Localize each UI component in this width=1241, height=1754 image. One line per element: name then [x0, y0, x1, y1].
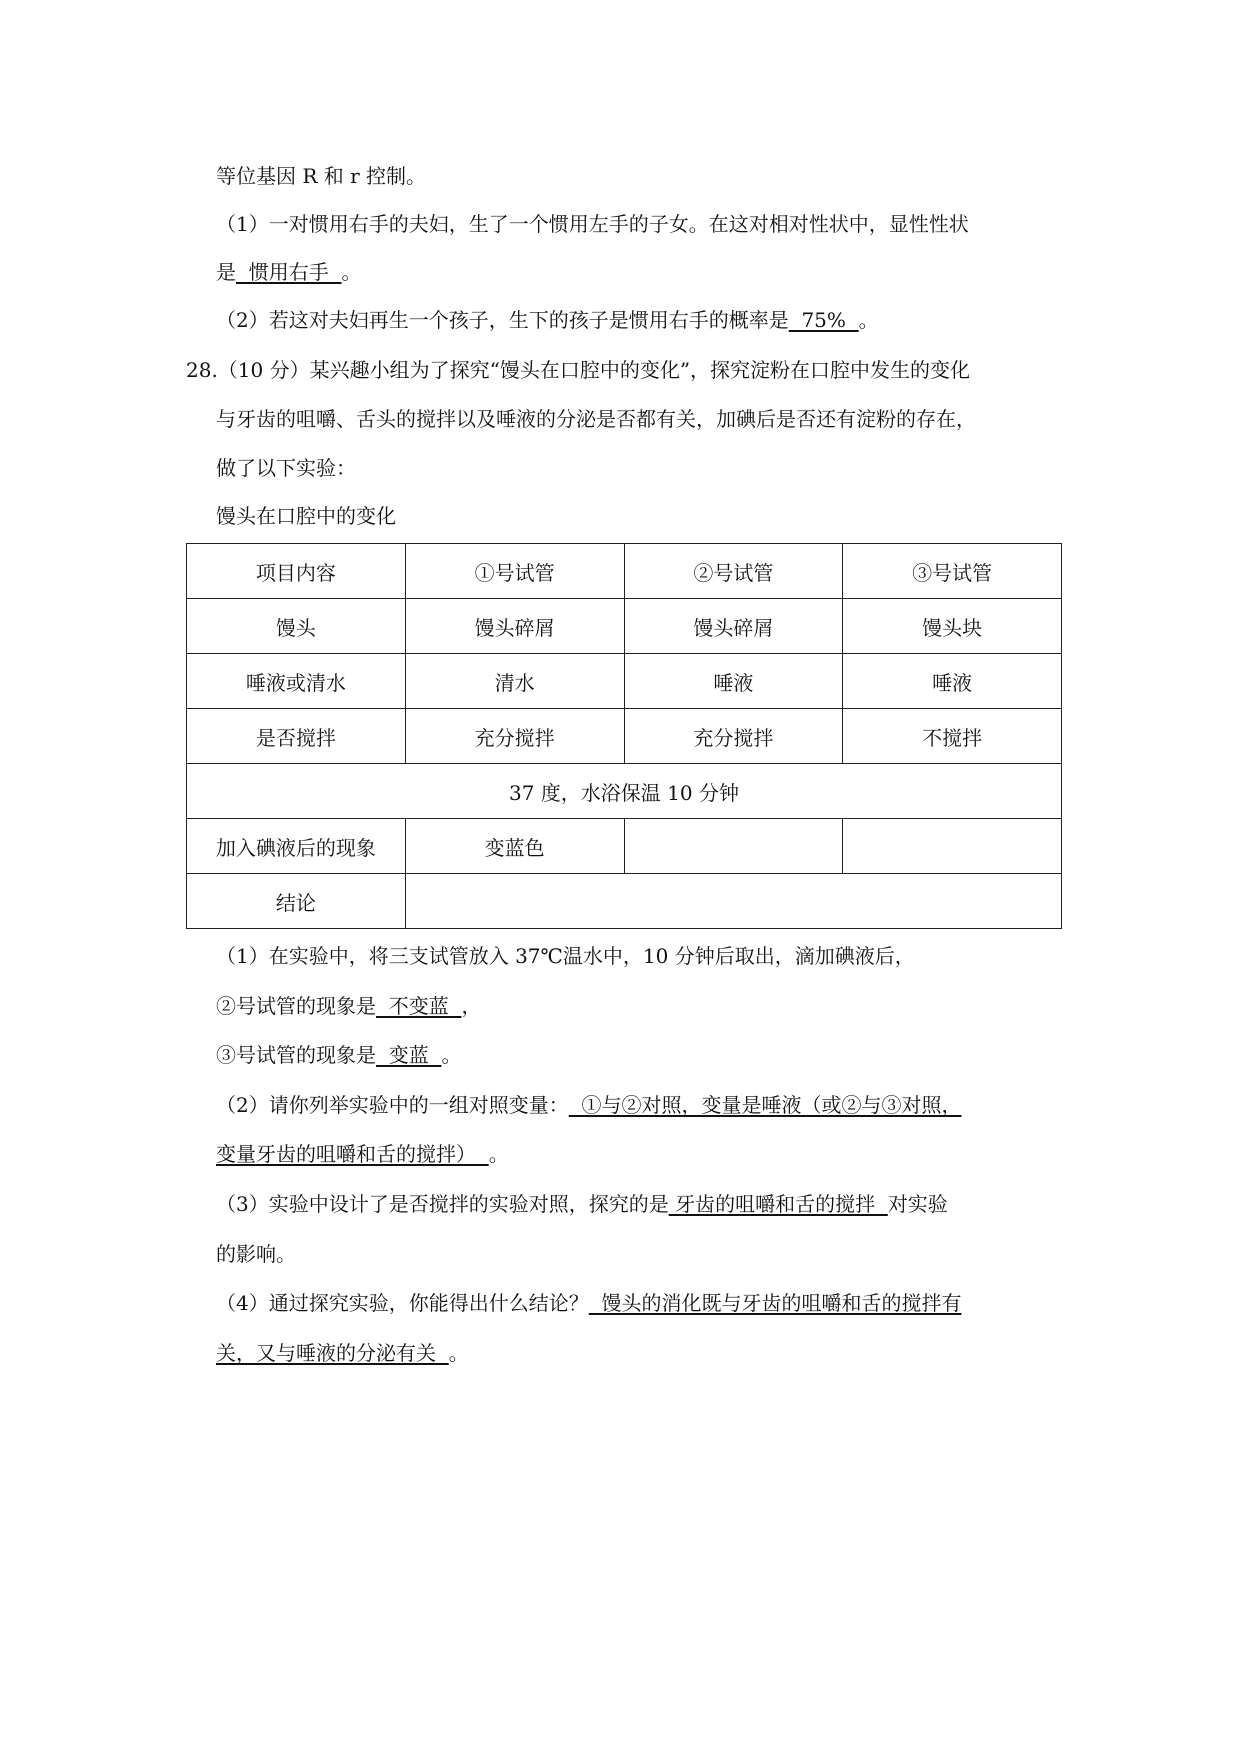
- table-title: [216, 502, 396, 530]
- table-cell: 37 度，水浴保温 10 分钟: [187, 764, 1062, 819]
- q28-sub1-text: （1）在实验中，将三支试管放入 37℃温水中，10 分钟后取出，滴加碘液后，: [216, 944, 915, 968]
- q28-stem-text1: 28.（10 分）某兴趣小组为了探究“馒头在口腔中的变化”，探究淀粉在口腔中发生的变化: [186, 358, 971, 382]
- q28-sub1b-line: [216, 1041, 461, 1069]
- table-cell: 项目内容: [187, 544, 406, 599]
- q27-sub1-line: [216, 210, 969, 238]
- q28-stem-text2: 与牙齿的咀嚼、舌头的搅拌以及唾液的分泌是否都有关，加碘后是否还有淀粉的存在，: [216, 407, 976, 431]
- table-cell: 加入碘液后的现象: [187, 819, 406, 874]
- q28-stem-line2: [216, 405, 976, 433]
- q27-intro-text: 等位基因 R 和 r 控制。: [216, 164, 427, 188]
- q28-sub3-post: 对实验: [887, 1192, 948, 1216]
- table-cell: [405, 874, 1061, 929]
- q28-sub4-line2: [216, 1339, 469, 1367]
- q28-sub4-pre: （4）通过探究实验，你能得出什么结论？: [216, 1291, 589, 1315]
- table-cell: 唾液: [624, 654, 843, 709]
- q28-stem-line3: [216, 454, 356, 482]
- table-cell: ①号试管: [405, 544, 624, 599]
- q28-sub1a-post: ，: [461, 994, 482, 1018]
- q27-sub2-line: [216, 306, 879, 334]
- table-cell: 是否搅拌: [187, 709, 406, 764]
- q27-sub2-post: 。: [858, 308, 879, 332]
- q28-sub2-line1: [216, 1091, 961, 1119]
- q28-sub4-post: 。: [448, 1341, 469, 1365]
- q27-sub2-pre: （2）若这对夫妇再生一个孩子，生下的孩子是惯用右手的概率是: [216, 308, 789, 332]
- q28-stem-text3: 做了以下实验：: [216, 456, 356, 480]
- experiment-table: [186, 543, 1062, 929]
- q28-sub3-line2: [216, 1240, 296, 1268]
- q28-sub3-pre: （3）实验中设计了是否搅拌的实验对照，探究的是: [216, 1192, 669, 1216]
- q27-intro-line: [216, 162, 426, 190]
- table-row: [187, 709, 1062, 764]
- q28-sub2-pre: （2）请你列举实验中的一组对照变量：: [216, 1093, 569, 1117]
- q28-sub1a-pre: ②号试管的现象是: [216, 994, 376, 1018]
- q28-sub2-answer-part1: ①与②对照，变量是唾液（或②与③对照，: [568, 1093, 962, 1117]
- table-cell: 充分搅拌: [405, 709, 624, 764]
- table-merged-row: [187, 764, 1062, 819]
- q27-sub1-answer-line: [216, 258, 361, 286]
- table-header-row: [187, 544, 1062, 599]
- table-cell: 唾液: [843, 654, 1062, 709]
- table-cell: 馒头碎屑: [624, 599, 843, 654]
- table-cell: 馒头块: [843, 599, 1062, 654]
- table-cell: [624, 819, 843, 874]
- table-cell: 馒头: [187, 599, 406, 654]
- table-cell: 结论: [187, 874, 406, 929]
- q28-sub2-post: 。: [488, 1142, 509, 1166]
- table-row: [187, 599, 1062, 654]
- q28-sub1a-answer: 不变蓝: [376, 994, 462, 1018]
- q28-sub1b-post: 。: [441, 1043, 462, 1067]
- q28-sub1b-pre: ③号试管的现象是: [216, 1043, 376, 1067]
- table-title-text: 馒头在口腔中的变化: [216, 504, 396, 528]
- table-iodine-row: [187, 819, 1062, 874]
- q28-sub2-answer-part2: 变量牙齿的咀嚼和舌的搅拌）: [216, 1142, 489, 1166]
- table-row: [187, 654, 1062, 709]
- table-cell: 馒头碎屑: [405, 599, 624, 654]
- q28-sub3-line1: [216, 1190, 948, 1218]
- table-conclusion-row: [187, 874, 1062, 929]
- q28-stem-line1: [186, 356, 970, 384]
- table-cell: 不搅拌: [843, 709, 1062, 764]
- q28-sub1a-line: [216, 992, 481, 1020]
- table-cell: 唾液或清水: [187, 654, 406, 709]
- q27-sub1-post: 。: [341, 260, 362, 284]
- table-cell: ③号试管: [843, 544, 1062, 599]
- q28-sub4-line1: [216, 1289, 961, 1317]
- q27-sub2-answer: 75%: [788, 308, 859, 332]
- q28-sub4-answer-part1: 馒头的消化既与牙齿的咀嚼和舌的搅拌有: [588, 1291, 962, 1315]
- table-cell: 变蓝色: [405, 819, 624, 874]
- q27-sub1-text: （1）一对惯用右手的夫妇，生了一个惯用左手的子女。在这对相对性状中，显性性状: [216, 212, 969, 236]
- q27-sub1-pre: 是: [216, 260, 236, 284]
- table-cell: [843, 819, 1062, 874]
- table-cell: 充分搅拌: [624, 709, 843, 764]
- q27-sub1-answer: 惯用右手: [236, 260, 342, 284]
- q28-sub1-line: [216, 942, 915, 970]
- table-cell: ②号试管: [624, 544, 843, 599]
- q28-sub2-line2: [216, 1140, 509, 1168]
- q28-sub3-text2: 的影响。: [216, 1242, 296, 1266]
- q28-sub3-answer: 牙齿的咀嚼和舌的搅拌: [668, 1192, 888, 1216]
- q28-sub1b-answer: 变蓝: [376, 1043, 442, 1067]
- q28-sub4-answer-part2: 关，又与唾液的分泌有关: [216, 1341, 449, 1365]
- table-cell: 清水: [405, 654, 624, 709]
